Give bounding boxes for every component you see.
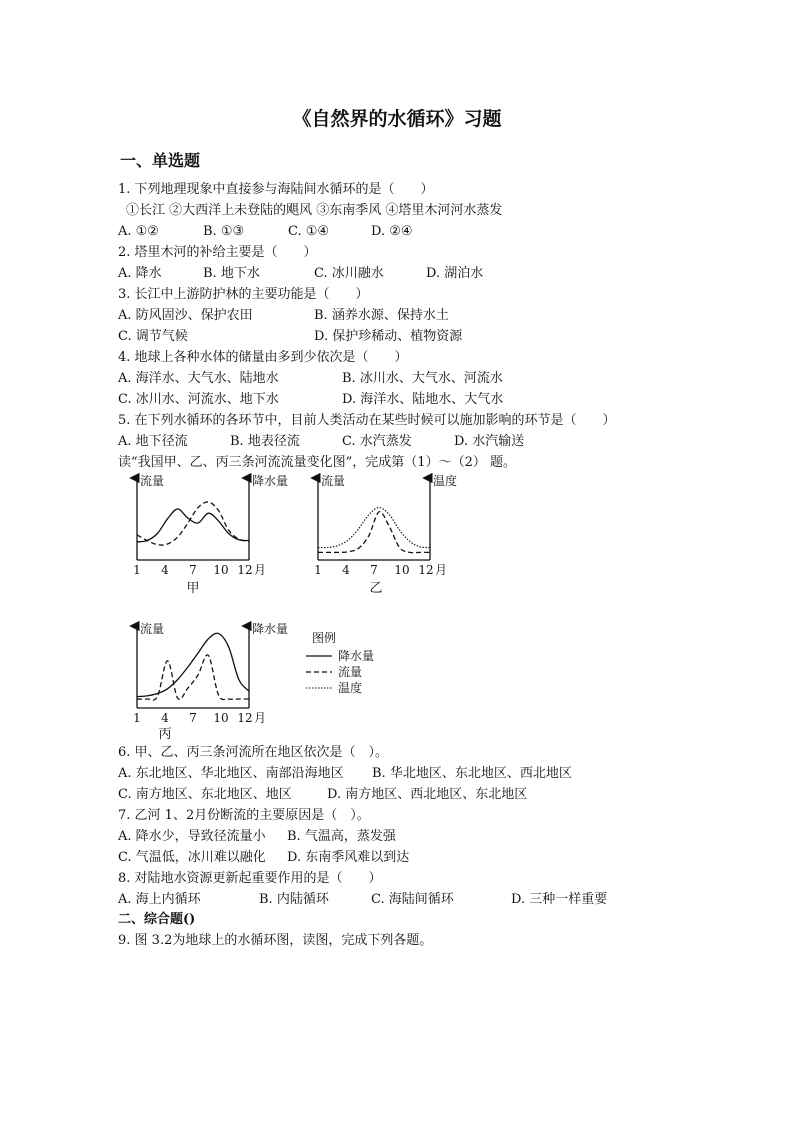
q7-option-d: D. 东南季风难以到达 — [287, 850, 410, 865]
chart-bing-flow-line — [137, 655, 249, 700]
chart-jia-left-label: 流量 — [140, 474, 165, 488]
q1-option-c: C. ①④ — [288, 224, 330, 239]
q4-option-a: A. 海洋水、大气水、陆地水 — [118, 371, 279, 386]
q7-option-c: C. 气温低，冰川难以融化 — [118, 850, 266, 865]
chart-yi-flow-line — [318, 512, 430, 553]
page-title: 《自然界的水循环》习题 — [292, 108, 502, 130]
q6-stem: 6. 甲、乙、丙三条河流所在地区依次是（ ）。 — [118, 745, 389, 760]
legend-label-flow: 流量 — [338, 665, 363, 679]
chart-bing-x-unit: 月 — [254, 711, 267, 725]
chart-jia-ticks — [133, 563, 266, 577]
chart-bing-tick-1: 1 — [133, 711, 141, 725]
q9-stem: 9. 图 3.2为地球上的水循环图，读图，完成下列各题。 — [118, 933, 433, 948]
q1-option-d: D. ②④ — [371, 224, 413, 239]
chart-jia-precip-line — [137, 509, 249, 542]
section-heading-single-choice: 一、单选题 — [120, 151, 201, 170]
q1-stem: 1. 下列地理现象中直接参与海陆间水循环的是（ ） — [118, 182, 434, 197]
chart-yi-tick-10: 10 — [394, 563, 410, 577]
q8-stem: 8. 对陆地水资源更新起重要作用的是（ ） — [118, 871, 382, 886]
chart-jia-tick-10: 10 — [213, 563, 229, 577]
chart-bing-ticks — [133, 711, 266, 725]
q8-option-c: C. 海陆间循环 — [371, 892, 454, 907]
legend-label-temperature: 温度 — [338, 681, 363, 695]
q2-stem: 2. 塔里木河的补给主要是（ ） — [118, 245, 317, 260]
q2-option-c: C. 冰川融水 — [314, 266, 384, 281]
q5-stem: 5. 在下列水循环的各环节中，目前人类活动在某些时候可以施加影响的环节是（ ） — [118, 413, 616, 428]
chart-yi-tick-12: 12 — [418, 563, 434, 577]
chart-bing-right-label: 降水量 — [252, 622, 289, 636]
q3-option-a: A. 防风固沙、保护农田 — [118, 308, 253, 323]
chart-jia-tick-7: 7 — [189, 563, 197, 577]
q4-option-d: D. 海洋水、陆地水、大气水 — [342, 392, 504, 407]
chart-jia-flow-line — [137, 502, 249, 545]
section-heading-comprehensive: 二、综合题() — [118, 912, 196, 927]
q8-option-b: B. 内陆循环 — [259, 892, 329, 907]
chart-yi-tick-4: 4 — [342, 563, 350, 577]
chart-yi — [314, 473, 457, 596]
chart-yi-temperature-line — [318, 508, 430, 548]
chart-bing-caption: 丙 — [158, 727, 172, 742]
chart-bing — [133, 621, 288, 742]
q3-option-c: C. 调节气候 — [118, 329, 188, 344]
chart-yi-tick-7: 7 — [370, 563, 378, 577]
chart-jia-right-label: 降水量 — [252, 474, 289, 488]
chart-bing-tick-4: 4 — [161, 711, 169, 725]
q3-option-d: D. 保护珍稀动、植物资源 — [314, 329, 463, 344]
legend-label-precip: 降水量 — [338, 649, 375, 663]
q6-option-a: A. 东北地区、华北地区、南部沿海地区 — [118, 766, 344, 781]
legend-title: 图例 — [312, 631, 337, 645]
chart-yi-left-label: 流量 — [321, 474, 346, 488]
q7-option-a: A. 降水少，导致径流量小 — [118, 829, 266, 844]
chart-jia-x-unit: 月 — [254, 563, 267, 577]
chart-jia-tick-1: 1 — [133, 563, 141, 577]
chart-bing-tick-10: 10 — [213, 711, 229, 725]
q1-option-b: B. ①③ — [203, 224, 245, 239]
chart-jia-tick-12: 12 — [237, 563, 253, 577]
q6-option-b: B. 华北地区、东北地区、西北地区 — [372, 766, 572, 781]
chart-yi-right-label: 温度 — [433, 474, 458, 488]
q4-stem: 4. 地球上各种水体的储量由多到少依次是（ ） — [118, 350, 408, 365]
q5-option-b: B. 地表径流 — [230, 434, 300, 449]
q5-option-c: C. 水汽蒸发 — [342, 434, 412, 449]
chart-yi-tick-1: 1 — [314, 563, 322, 577]
q1-items: ①长江 ②大西洋上未登陆的飓风 ③东南季风 ④塔里木河河水蒸发 — [126, 203, 503, 218]
chart-bing-left-label: 流量 — [140, 622, 165, 636]
chart-jia — [133, 473, 288, 596]
chart-yi-ticks — [314, 563, 447, 577]
q7-stem: 7. 乙河 1、2月份断流的主要原因是（ ）。 — [118, 808, 370, 823]
q2-option-d: D. 湖泊水 — [426, 266, 484, 281]
q6-option-c: C. 南方地区、东北地区、地区 — [118, 787, 292, 802]
q6-option-d: D. 南方地区、西北地区、东北地区 — [327, 787, 528, 802]
chart-yi-caption: 乙 — [369, 581, 383, 596]
chart-bing-precip-line — [137, 633, 249, 696]
q3-option-b: B. 涵养水源、保持水土 — [314, 308, 449, 323]
q5-option-a: A. 地下径流 — [118, 434, 188, 449]
q1-option-a: A. ①② — [118, 224, 159, 239]
q8-option-a: A. 海上内循环 — [118, 892, 201, 907]
q5-option-d: D. 水汽输送 — [454, 434, 525, 449]
chart-bing-tick-12: 12 — [237, 711, 253, 725]
chart-jia-caption: 甲 — [186, 581, 200, 596]
chart-legend — [306, 630, 374, 695]
reading-instruction: 读“我国甲、乙、丙三条河流流量变化图”，完成第（1）～（2） 题。 — [118, 455, 516, 470]
chart-jia-tick-4: 4 — [161, 563, 169, 577]
q7-option-b: B. 气温高，蒸发强 — [287, 829, 396, 844]
q3-stem: 3. 长江中上游防护林的主要功能是（ ） — [118, 287, 369, 302]
q4-option-b: B. 冰川水、大气水、河流水 — [342, 371, 503, 386]
q4-option-c: C. 冰川水、河流水、地下水 — [118, 392, 279, 407]
q2-option-b: B. 地下水 — [203, 266, 260, 281]
q2-option-a: A. 降水 — [118, 266, 162, 281]
q8-option-d: D. 三种一样重要 — [511, 892, 608, 907]
chart-yi-x-unit: 月 — [435, 563, 448, 577]
chart-bing-tick-7: 7 — [189, 711, 197, 725]
